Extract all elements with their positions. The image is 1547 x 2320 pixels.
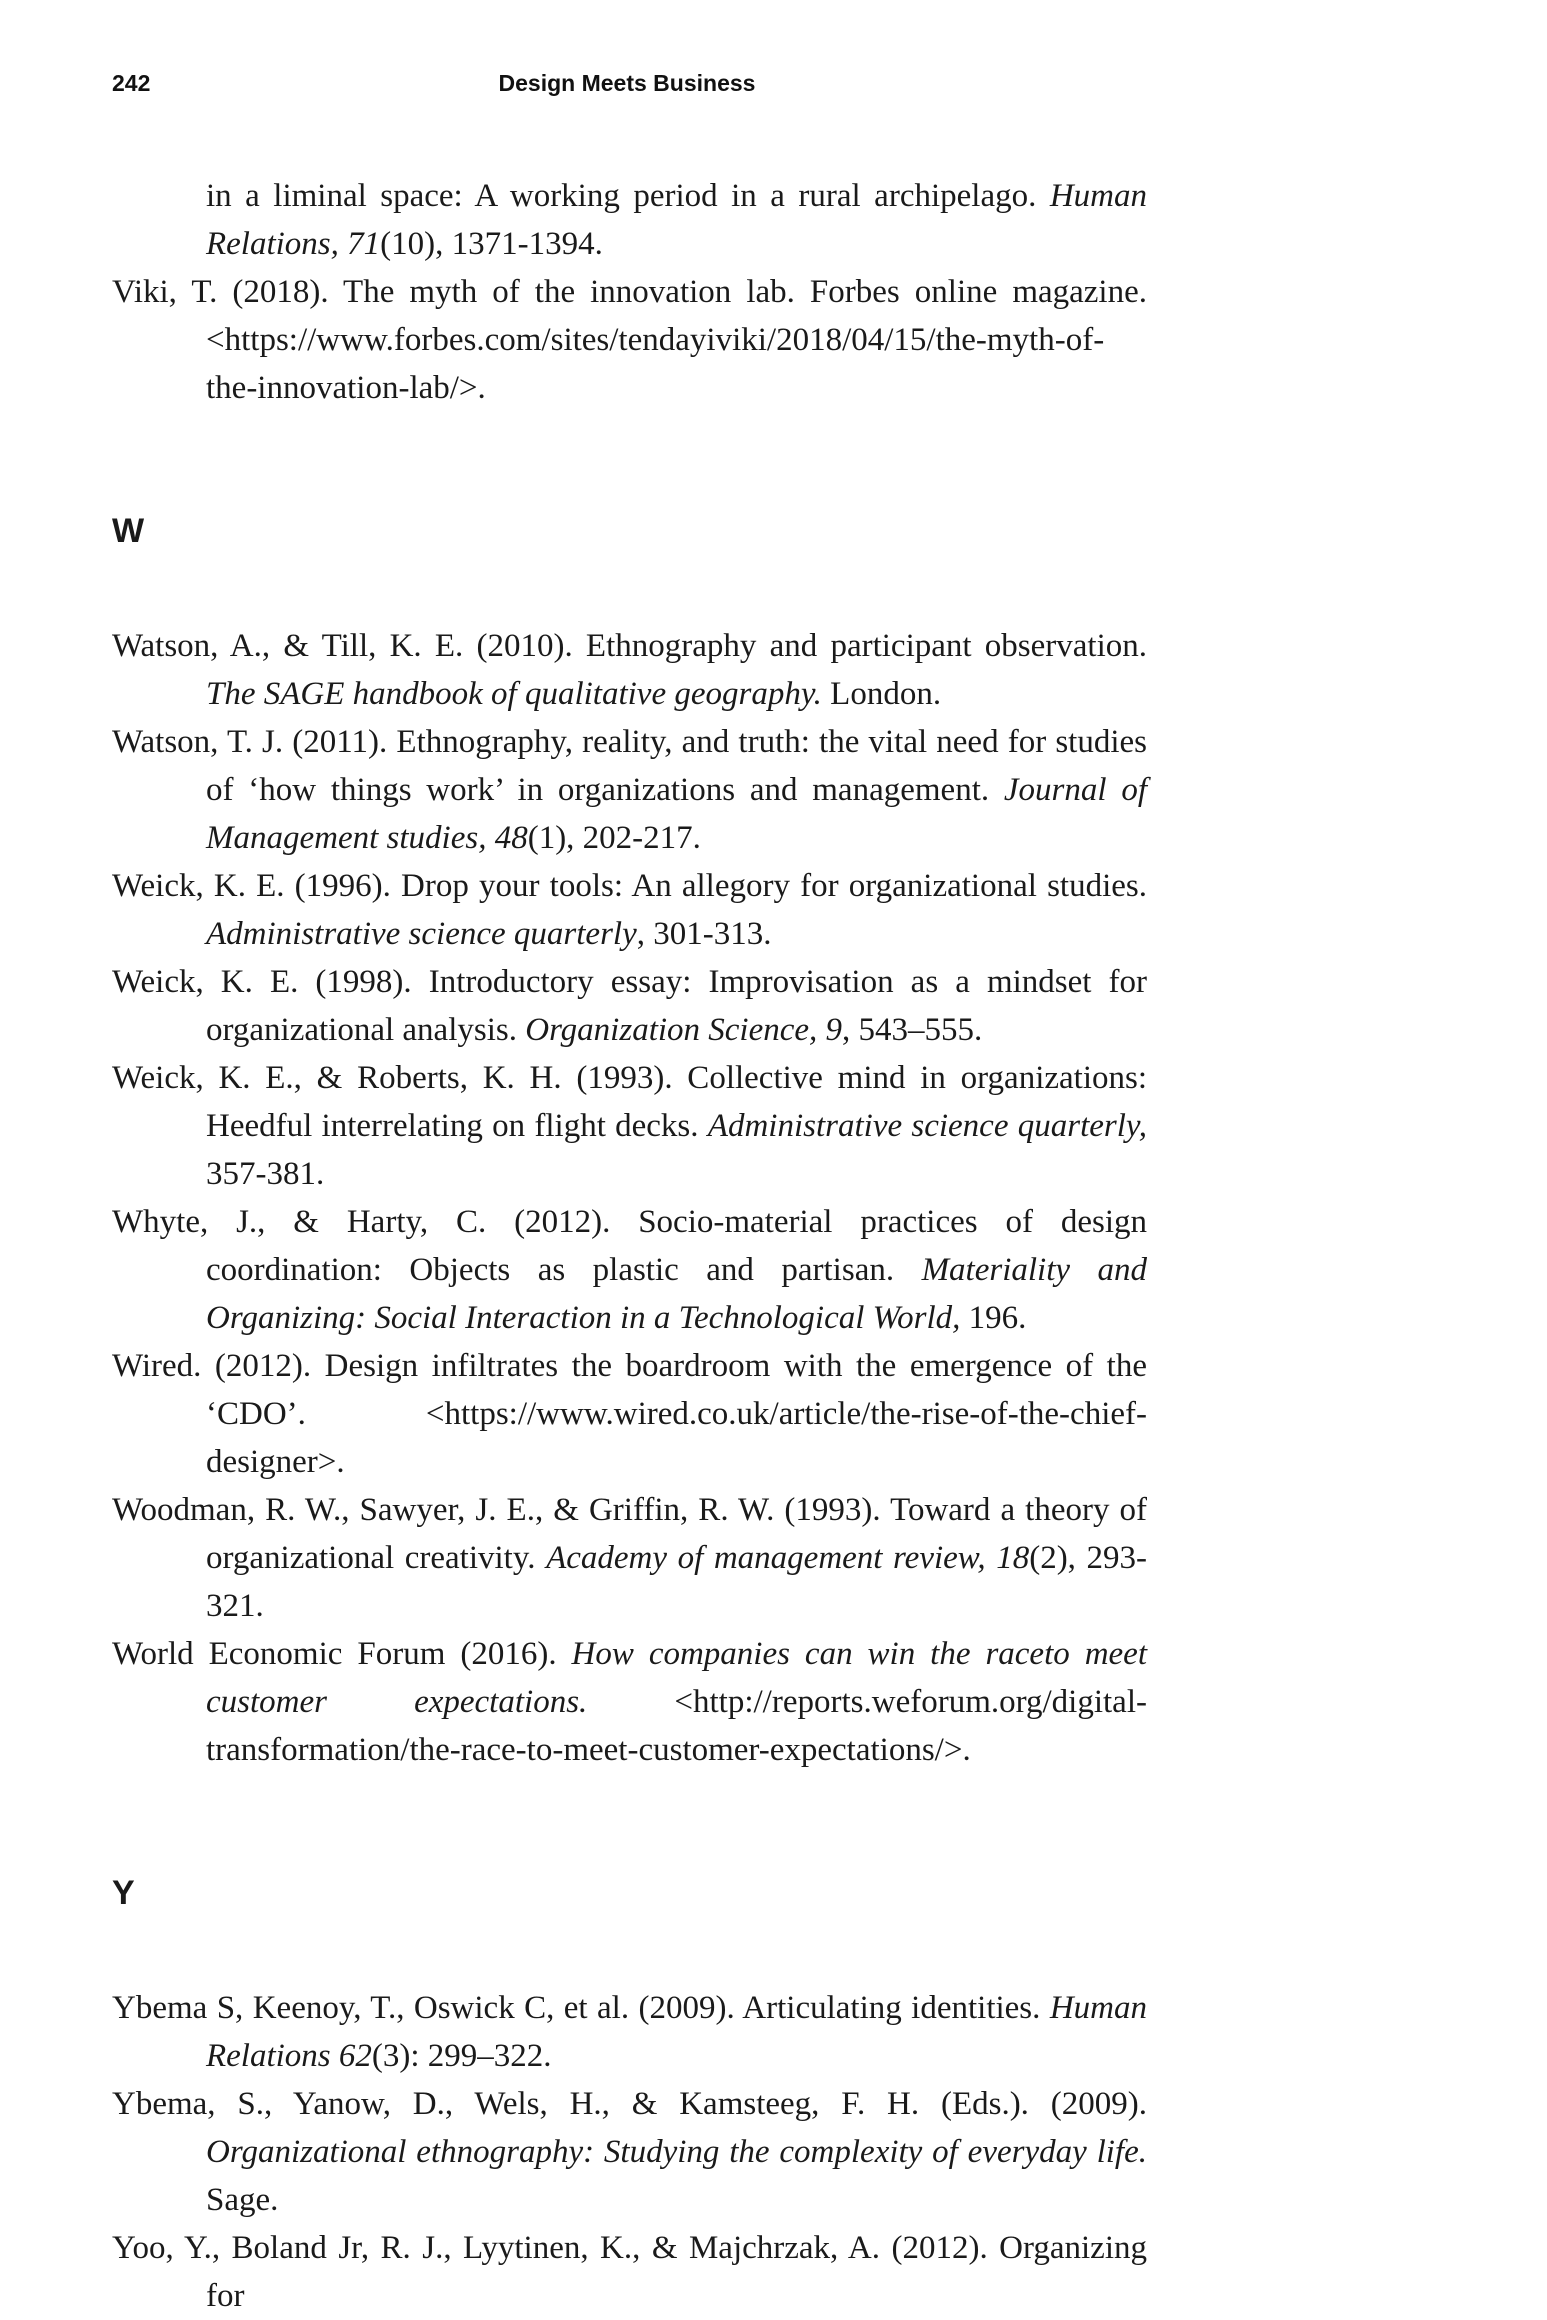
reference-entry: Ybema S, Keenoy, T., Oswick C, et al. (2009). Articulating identities. Human Relations 62(3): 299–322. (112, 1990, 1147, 2074)
reference-entry: World Economic Forum (2016). How companies can win the raceto meet customer expectations. <http://reports.weforum.org/digital-transformation/the-race-to-meet-customer-expectations/>. (112, 1636, 1147, 1768)
section-letter-w: W (112, 512, 145, 550)
reference-entry: Watson, A., & Till, K. E. (2010). Ethnography and participant observation. The SAGE handbook of qualitative geography. London. (112, 628, 1147, 712)
reference-entry: Watson, T. J. (2011). Ethnography, reality, and truth: the vital need for studies of ‘how things work’ in organizations and management. Journal of Management studies, 48(1), 202-217. (112, 724, 1147, 856)
reference-entry-continued: in a liminal space: A working period in a rural archipelago. Human Relations, 71(10), 1371-1394. (206, 178, 1147, 262)
references-column (112, 172, 1147, 2320)
reference-entry: Yoo, Y., Boland Jr, R. J., Lyytinen, K., & Majchrzak, A. (2012). Organizing for (112, 2230, 1147, 2314)
section-letter-y: Y (112, 1874, 135, 1912)
reference-entry: Woodman, R. W., Sawyer, J. E., & Griffin, R. W. (1993). Toward a theory of organizational creativity. Academy of management review, 18(2), 293-321. (112, 1492, 1148, 1624)
running-title: Design Meets Business (498, 70, 756, 96)
reference-entry: Weick, K. E., & Roberts, K. H. (1993). Collective mind in organizations: Heedful interrelating on flight decks. Administrative science quarterly, 357-381. (112, 1060, 1147, 1192)
reference-entry: Weick, K. E. (1996). Drop your tools: An allegory for organizational studies. Administrative science quarterly, 301-313. (112, 868, 1147, 952)
reference-entry: Weick, K. E. (1998). Introductory essay: Improvisation as a mindset for organizational analysis. Organization Science, 9, 543–555. (112, 964, 1147, 1048)
reference-entry: Wired. (2012). Design infiltrates the boardroom with the emergence of the ‘CDO’. <https://www.wired.co.uk/article/the-rise-of-the-chief-designer>. (112, 1348, 1147, 1480)
reference-entry: Viki, T. (2018). The myth of the innovation lab. Forbes online magazine. <https://www.forbes.com/sites/tendayiviki/2018/04/15/the-myth-of-the-innovation-lab/>. (112, 274, 1147, 406)
page-header (112, 70, 1142, 102)
reference-entry: Ybema, S., Yanow, D., Wels, H., & Kamsteeg, F. H. (Eds.). (2009). Organizational ethnography: Studying the complexity of everyday life. Sage. (112, 2086, 1147, 2218)
page-number: 242 (112, 70, 151, 96)
reference-entry: Whyte, J., & Harty, C. (2012). Socio-material practices of design coordination: Objects as plastic and partisan. Materiality and Organizing: Social Interaction in a Technological World, 196. (112, 1204, 1147, 1336)
